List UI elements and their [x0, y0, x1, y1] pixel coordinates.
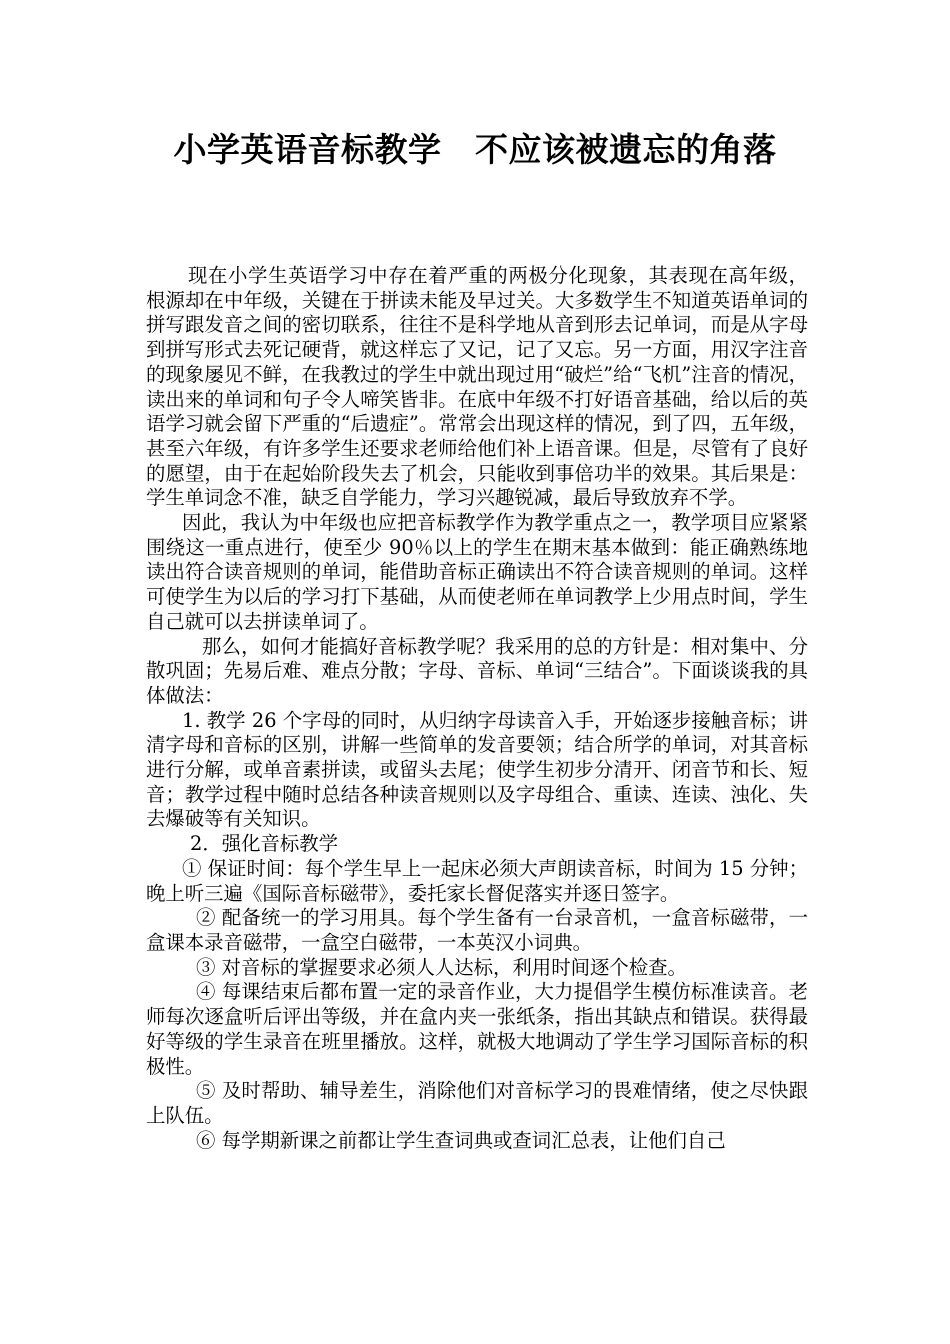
paragraph-2: 因此，我认为中年级也应把音标教学作为教学重点之一，教学项目应紧紧围绕这一重点进行，使至少 90％以上的学生在期末基本做到：能正确熟练地 读出符合读音规则的单词，能借助音标正确读出不符合读音规则的单词。这样可使学生为以后的学习打下基础，从而使老师在单词教学上少用点时间，学生自己就可以去拼读单词了。: [146, 511, 808, 633]
sub-item-3: ③ 对音标的掌握要求必须人人达标，利用时间逐个检查。: [196, 955, 687, 979]
document-body: [146, 264, 808, 1153]
sub-item-5: ⑤ 及时帮助、辅导差生，消除他们对音标学习的畏难情绪，使之尽快跟上队伍。: [146, 1079, 808, 1127]
sub-item-4: ④ 每课结束后都布置一定的录音作业，大力提倡学生模仿标准读音。老师每次逐盒听后评出等级，并在盒内夹一张纸条，指出其缺点和错误。获得最好等级的学生录音在班里播放。这样，就极大地调动了学生学习国际音标的积极性。: [146, 980, 808, 1078]
paragraph-1: 现在小学生英语学习中存在着严重的两极分化现象，其表现在高年级，根源却在中年级，关键在于拼读未能及早过关。大多数学生不知道英语单词的拼写跟发音之间的密切联系，往往不是科学地从音到形去记单词，而是从字母到拼写形式去死记硬背，就这样忘了又记，记了又忘。另一方面，用汉字注音的现象屡见不鲜，在我教过的学生中就出现过用“破烂”给“飞机”注音的情况，读出来的单词和句子令人啼笑皆非。在底中年级不打好语音基础，给以后的英语学习就会留下严重的“后遗症”。常常会出现这样的情况，到了四，五年级，甚至六年级，有许多学生还要求老师给他们补上语音课。但是，尽管有了良好的愿望，由于在起始阶段失去了机会，只能收到事倍功半的效果。其后果是：学生单词念不准，缺乏自学能力，学习兴趣锐减，最后导致放弃不学。: [146, 264, 808, 510]
paragraph-3: 那么，如何才能搞好音标教学呢？我采用的总的方针是：相对集中、分散巩固；先易后难、难点分散；字母、音标、单词“三结合”。下面谈谈我的具体做法：: [146, 634, 808, 707]
sub-item-6: ⑥ 每学期新课之前都让学生查词典或查词汇总表，让他们自己: [196, 1128, 726, 1152]
sub-item-2: ② 配备统一的学习用具。每个学生备有一台录音机，一盒音标磁带，一盒课本录音磁带，一盒空白磁带，一本英汉小词典。: [146, 906, 808, 954]
list-item-1: 1. 教学 26 个字母的同时，从归纳字母读音入手，开始逐步接触音标；讲清字母和音标的区别，讲解一些简单的发音要领；结合所学的单词，对其音标进行分解，或单音素拼读，或留头去尾；使学生初步分清开、闭音节和长、短音；教学过程中随时总结各种读音规则以及字母组合、重读、连读、浊化、失去爆破等有关知识。: [146, 708, 808, 831]
document-title: 小学英语音标教学 不应该被遗忘的角落: [173, 130, 777, 169]
sub-item-1: ① 保证时间：每个学生早上一起床必须大声朗读音标，时间为 15 分钟；晚上听三遍《国际音标磁带》，委托家长督促落实并逐日签字。: [146, 856, 808, 905]
list-item-2: 2．强化音标教学: [190, 832, 339, 856]
